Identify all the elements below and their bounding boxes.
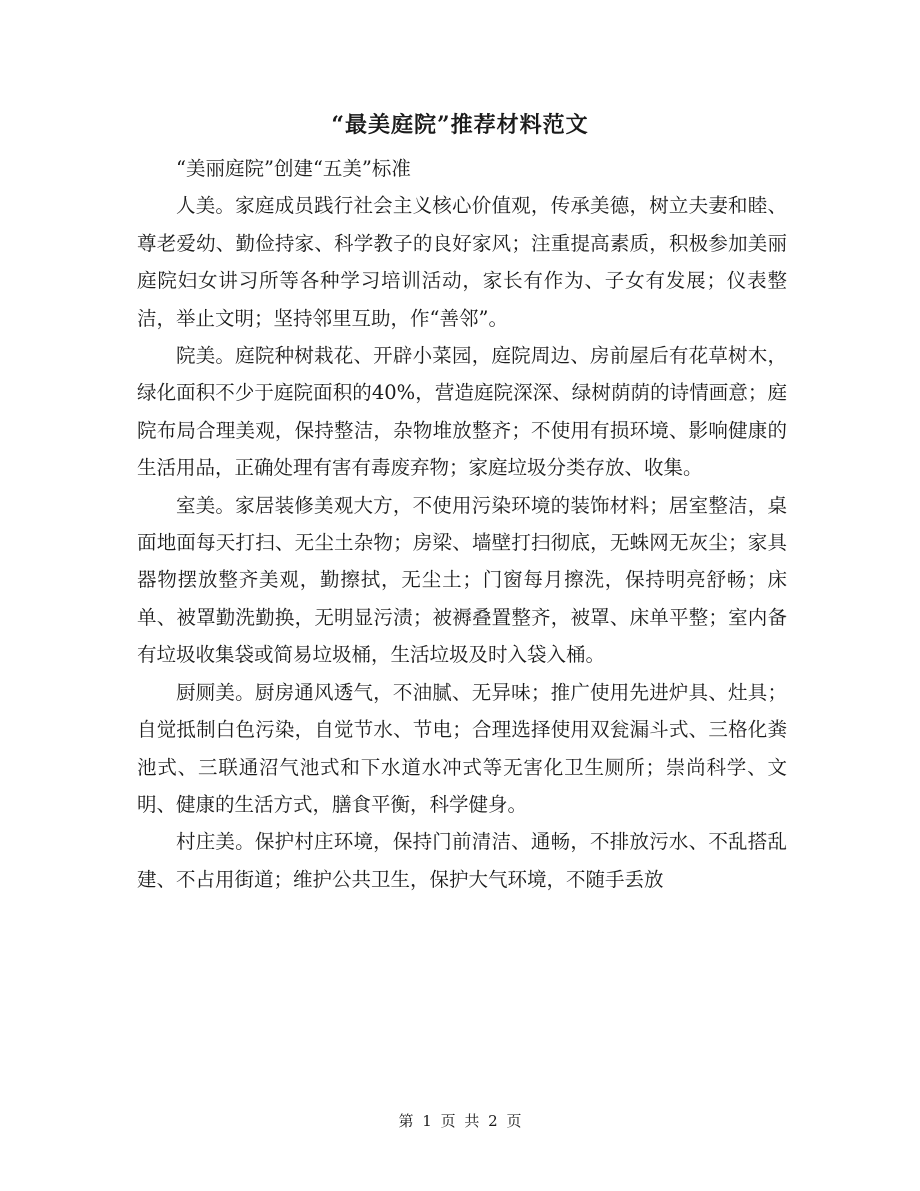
- paragraph-kitchen-toilet: 厨厕美。厨房通风透气，不油腻、无异味；推广使用先进炉具、灶具；自觉抵制白色污染，自觉节水、节电；合理选择使用双瓮漏斗式、三格化粪池式、三联通沼气池式和下水道水冲式等无害化卫生厕所；崇尚科学、文明、健康的生活方式，膳食平衡，科学健身。: [137, 680, 787, 816]
- document-body: [137, 150, 787, 898]
- paragraph-people: 人美。家庭成员践行社会主义核心价值观，传承美德，树立夫妻和睦、尊老爱幼、勤俭持家、科学教子的良好家风；注重提高素质，积极参加美丽庭院妇女讲习所等各种学习培训活动，家长有作为、子女有发展；仪表整洁，举止文明；坚持邻里互助，作“善邻”。: [137, 194, 787, 330]
- document-title: “最美庭院”推荐材料范文: [331, 112, 589, 138]
- paragraph-room: 室美。家居装修美观大方，不使用污染环境的装饰材料；居室整洁，桌面地面每天打扫、无尘土杂物；房梁、墙壁打扫彻底，无蛛网无灰尘；家具器物摆放整齐美观，勤擦拭，无尘土；门窗每月擦洗，保持明亮舒畅；床单、被罩勤洗勤换，无明显污渍；被褥叠置整齐，被罩、床单平整；室内备有垃圾收集袋或简易垃圾桶，生活垃圾及时入袋入桶。: [137, 493, 787, 667]
- page-footer: 第 1 页 共 2 页: [398, 1112, 522, 1130]
- document-subtitle: “美丽庭院”创建“五美”标准: [176, 157, 411, 180]
- paragraph-courtyard: 院美。庭院种树栽花、开辟小菜园，庭院周边、房前屋后有花草树木，绿化面积不少于庭院面积的40%，营造庭院深深、绿树荫荫的诗情画意；庭院布局合理美观，保持整洁，杂物堆放整齐；不使用有损环境、影响健康的生活用品，正确处理有害有毒废弃物；家庭垃圾分类存放、收集。: [137, 344, 787, 480]
- paragraph-village: 村庄美。保护村庄环境，保持门前清洁、通畅，不排放污水、不乱搭乱建、不占用街道；维护公共卫生，保护大气环境，不随手丢放: [137, 830, 787, 891]
